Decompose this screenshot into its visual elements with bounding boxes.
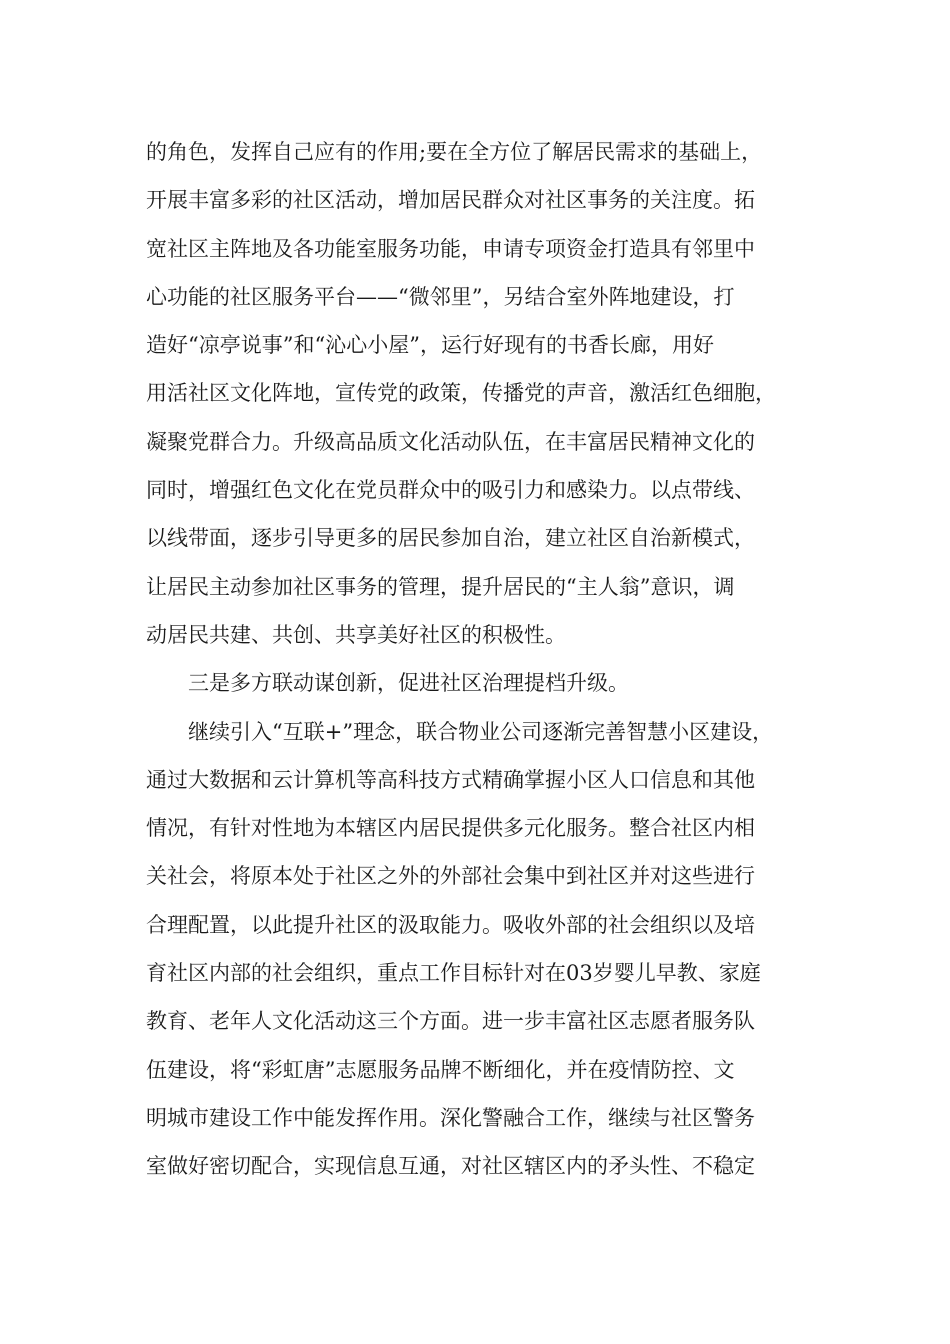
text-line: 关社会，将原本处于社区之外的外部社会集中到社区并对这些进行 bbox=[146, 864, 755, 889]
text-line: 凝聚党群合力。升级高品质文化活动队伍，在丰富居民精神文化的 bbox=[146, 429, 755, 454]
text-line: 情况，有针对性地为本辖区内居民提供多元化服务。整合社区内相 bbox=[146, 816, 755, 841]
text-line: 造好“凉亭说事”和“沁心小屋”，运行好现有的书香长廊，用好 bbox=[146, 333, 714, 358]
text-line: 同时，增强红色文化在党员群众中的吸引力和感染力。以点带线、 bbox=[146, 478, 755, 503]
text-line: 通过大数据和云计算机等高科技方式精确掌握小区人口信息和其他 bbox=[146, 767, 755, 792]
text-line: 教育、老年人文化活动这三个方面。进一步丰富社区志愿者服务队 bbox=[146, 1009, 755, 1034]
text-line: 育社区内部的社会组织，重点工作目标针对在03岁婴儿早教、家庭 bbox=[146, 961, 761, 986]
text-line: 让居民主动参加社区事务的管理，提升居民的“主人翁”意识，调 bbox=[146, 574, 735, 599]
text-line: 伍建设，将“彩虹唐”志愿服务品牌不断细化，并在疫情防控、文 bbox=[146, 1057, 735, 1082]
document-body bbox=[146, 128, 826, 1191]
section-heading: 三是多方联动谋创新，促进社区治理提档升级。 bbox=[188, 671, 629, 696]
text-line: 合理配置，以此提升社区的汲取能力。吸收外部的社会组织以及培 bbox=[146, 912, 755, 937]
text-line: 继续引入“互联+”理念，联合物业公司逐渐完善智慧小区建设， bbox=[188, 719, 774, 744]
text-line: 动居民共建、共创、共享美好社区的积极性。 bbox=[146, 622, 566, 647]
text-line: 以线带面，逐步引导更多的居民参加自治，建立社区自治新模式， bbox=[146, 526, 755, 551]
text-line: 的角色，发挥自己应有的作用;要在全方位了解居民需求的基础上， bbox=[146, 140, 763, 164]
text-line: 用活社区文化阵地，宣传党的政策，传播党的声音，激活红色细胞， bbox=[146, 381, 776, 406]
text-line: 明城市建设工作中能发挥作用。深化警融合工作，继续与社区警务 bbox=[146, 1105, 755, 1130]
text-line: 室做好密切配合，实现信息互通，对社区辖区内的矛头性、不稳定 bbox=[146, 1154, 755, 1179]
text-line: 宽社区主阵地及各功能室服务功能，申请专项资金打造具有邻里中 bbox=[146, 236, 755, 261]
text-line: 心功能的社区服务平台——“微邻里”，另结合室外阵地建设，打 bbox=[146, 284, 735, 309]
text-line: 开展丰富多彩的社区活动，增加居民群众对社区事务的关注度。拓 bbox=[146, 188, 755, 213]
